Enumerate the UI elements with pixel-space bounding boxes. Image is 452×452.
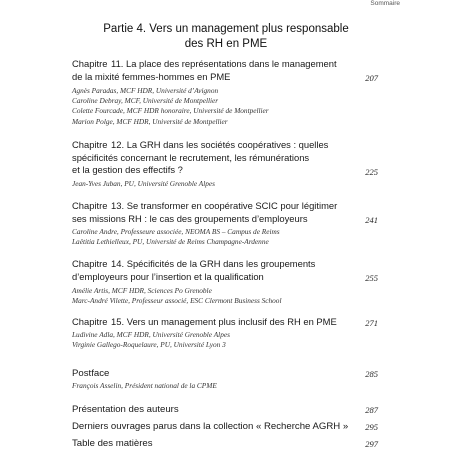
chapter-heading <box>72 258 378 283</box>
chapter-authors <box>72 330 378 350</box>
chapter-authors <box>72 86 378 127</box>
section-title: Table des matières <box>72 438 153 449</box>
author-line: Caroline Debray, MCF, Université de Montpellier <box>72 96 219 106</box>
page-number: 295 <box>365 422 378 432</box>
running-header: Sommaire <box>370 0 400 7</box>
postface-heading <box>72 367 378 380</box>
section-heading <box>72 437 378 450</box>
page-number: 225 <box>365 167 378 177</box>
author-line: Ludivine Adla, MCF HDR, Université Grenoble Alpes <box>72 329 230 339</box>
author-line: Amélie Artis, MCF HDR, Sciences Po Grenoble <box>72 286 212 295</box>
chapter-title-line: Spécificités de la GRH dans les groupements <box>126 258 316 269</box>
chapter-title-line: de la mixité femmes-hommes en PME <box>72 70 231 82</box>
page-number: 285 <box>365 369 378 379</box>
author-line: Virginie Gallego-Roquelaure, PU, Université Lyon 3 <box>72 339 226 349</box>
section-title: Présentation des auteurs <box>72 404 179 415</box>
chapter-heading <box>72 200 378 225</box>
chapter-title-line: Se transformer en coopérative SCIC pour légitimer <box>126 200 338 211</box>
section-heading <box>72 420 378 433</box>
section-title: Derniers ouvrages parus dans la collection « Recherche AGRH » <box>72 421 349 432</box>
author-line: Caroline Andre, Professeure associée, NEOMA BS – Campus de Reims <box>72 227 280 236</box>
toc-entry-table-des-matieres[interactable] <box>72 437 378 450</box>
chapter-title-line: Vers un management plus inclusif des RH en PME <box>126 316 337 327</box>
chapter-number: 13. <box>111 200 125 211</box>
postface-title: Postface <box>72 368 110 379</box>
toc-entry-chapter-15[interactable] <box>72 316 378 350</box>
chapter-title-line: La GRH dans les sociétés coopératives : quelles <box>126 139 329 150</box>
chapter-title-line: et la gestion des effectifs ? <box>72 164 183 175</box>
author-line: Agnès Paradas, MCF HDR, Université d’Avignon <box>72 86 219 95</box>
toc-entry-presentation-auteurs[interactable] <box>72 403 378 416</box>
chapter-label: Chapitre <box>72 258 108 269</box>
chapter-title-line: ses missions RH : le cas des groupements d’employeurs <box>72 212 308 224</box>
page-number: 207 <box>365 73 378 83</box>
page-number: 241 <box>365 215 378 225</box>
chapter-authors <box>72 227 378 247</box>
chapter-label: Chapitre <box>72 58 108 69</box>
author-line: Jean-Yves Juban, PU, Université Grenoble Alpes <box>72 178 216 188</box>
author-line: Marion Polge, MCF HDR, Université de Montpellier <box>72 116 228 126</box>
toc-entry-chapter-14[interactable] <box>72 258 378 306</box>
section-heading <box>72 403 378 416</box>
toc-entry-chapter-13[interactable] <box>72 200 378 247</box>
chapter-heading <box>72 316 378 329</box>
toc-entry-postface[interactable] <box>72 367 378 391</box>
author-line: Marc-André Vilette, Professeur associé, ESC Clermont Business School <box>72 296 282 306</box>
author-line: Laëtitia Lethielleux, PU, Université de Reims Champagne-Ardenne <box>72 237 269 247</box>
part-title-line: Partie 4. Vers un management plus responsable <box>103 23 349 35</box>
chapter-title-line: d’employeurs pour l’insertion et la qualification <box>72 270 264 282</box>
chapter-number: 11. <box>111 58 124 69</box>
page-number: 297 <box>365 439 378 449</box>
part-title-line: des RH en PME <box>184 38 268 50</box>
page-number: 287 <box>365 405 378 415</box>
chapter-authors <box>72 179 378 189</box>
chapter-number: 14. <box>111 258 125 269</box>
chapter-label: Chapitre <box>72 139 108 150</box>
page-number: 255 <box>365 273 378 283</box>
toc-entry-derniers-ouvrages[interactable] <box>72 420 378 433</box>
chapter-heading <box>72 58 378 83</box>
postface-author: François Asselin, Président national de la CPME <box>72 381 217 390</box>
chapter-number: 15. <box>111 316 125 327</box>
chapter-title-line: La place des représentations dans le management <box>126 58 337 69</box>
chapter-authors <box>72 286 378 306</box>
toc-entry-chapter-12[interactable] <box>72 139 378 189</box>
page-number: 271 <box>365 318 378 328</box>
chapter-label: Chapitre <box>72 200 108 211</box>
chapter-title-line: spécificités concernant le recrutement, les rémunérations <box>72 151 310 163</box>
part-title <box>0 22 452 52</box>
chapter-number: 12. <box>111 139 125 150</box>
chapter-heading <box>72 139 378 177</box>
chapter-label: Chapitre <box>72 316 108 327</box>
toc-entry-chapter-11[interactable] <box>72 58 378 127</box>
author-line: Colette Fourcade, MCF HDR honoraire, Université de Montpellier <box>72 106 269 116</box>
